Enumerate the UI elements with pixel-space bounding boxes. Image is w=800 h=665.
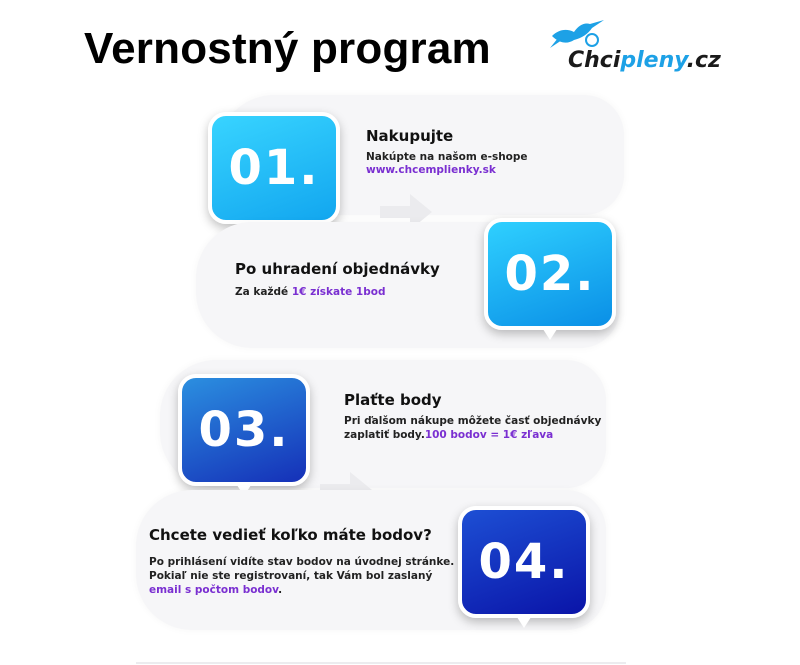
step-3-text-line2: zaplatiť body.100 bodov = 1€ zľava	[344, 429, 554, 441]
step-3-badge: 03.	[178, 374, 310, 486]
bottom-divider	[136, 662, 626, 664]
step-1-heading: Nakupujte	[366, 127, 454, 145]
step-4-text-line3: email s počtom bodov.	[149, 584, 283, 596]
step-1-text: Nakúpte na našom e-shope	[366, 151, 528, 163]
step-1-link[interactable]: www.chcemplienky.sk	[366, 164, 496, 176]
step-3-heading: Plaťte body	[344, 391, 442, 409]
brand-logo[interactable]	[548, 18, 721, 82]
step-4-badge: 04.	[458, 506, 590, 618]
step-4-text-line1: Po prihlásení vidíte stav bodov na úvodnej stránke.	[149, 556, 455, 568]
logo-text: Chcipleny.cz	[568, 48, 721, 73]
step-2-text: Za každé 1€ získate 1bod	[235, 286, 386, 298]
step-2-heading: Po uhradení objednávky	[235, 260, 440, 278]
step-4-text-line2: Pokiaľ nie ste registrovaní, tak Vám bol zaslaný	[149, 570, 433, 582]
step-4-link[interactable]: email s počtom bodov	[149, 584, 279, 596]
step-1-badge: 01.	[208, 112, 340, 224]
page-title: Vernostný program	[84, 24, 491, 73]
step-3-text-line1: Pri ďalšom nákupe môžete časť objednávky	[344, 415, 602, 427]
step-2-badge: 02.	[484, 218, 616, 330]
step-4-heading: Chcete vedieť koľko máte bodov?	[149, 526, 432, 544]
